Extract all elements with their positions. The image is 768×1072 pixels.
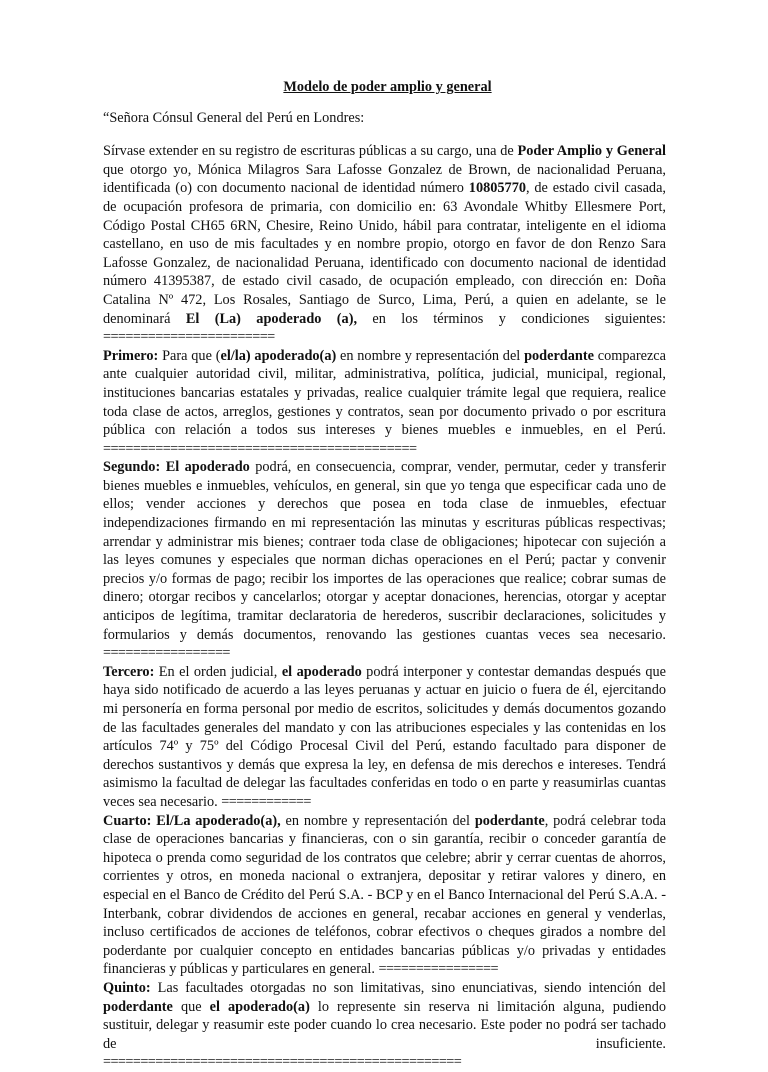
intro-bold-poder: Poder Amplio y General [517,143,666,160]
tercero-heading: Tercero: [103,663,155,680]
intro-bold-dni: 10805770 [468,180,526,197]
intro-text-3: , de estado civil casada, de ocupación profesora de primaria, con domicilio en: 63 Avondale Whitby Ellesmere Port, Código Postal CH65 6RN, Chesire, Reino Unido, hábil para contratar, inteligente en el idioma castellano, en uso de mis facultades y en nombre propio, otorgo en favor de don Renzo Sara Lafosse Gonzalez, de nacionalidad Peruana, identificado con documento nacional de identidad número 41395387, de estado civil casado, de ocupación empleado, con dirección en: Doña Catalina Nº 472, Los Rosales, Santiago de Surco, Lima, Perú, a quien en adelante, se le denominará [103,180,666,327]
cuarto-bold-apoderado: El/La apoderado(a), [156,812,281,829]
quinto-text-1: Las facultades otorgadas no son limitativas, sino enunciativas, siendo intención del [150,979,666,996]
document-title: Modelo de poder amplio y general [283,79,492,95]
primero-bold-apoderado: el/la) apoderado(a) [220,347,337,364]
intro-text-2: que otorgo yo, Mónica Milagros Sara Lafosse Gonzalez de Brown, de nacionalidad Peruana, identificada (o) con documento nacional de identidad número [103,161,666,197]
cuarto-text-3: , podrá celebrar toda clase de operaciones bancarias y financieras, con o sin garantía, recibir o conceder garantía de hipoteca o prenda como seguridad de los contratos que celebre; abrir y cerrar cuentas de ahorros, corrientes y otros, en moneda nacional o extranjera, depositar y retirar valores y dinero, en especial en el Banco de Crédito del Perú S.A. - BCP y en el Banco Internacional del Perú S.A.A. - Interbank, cobrar dividendos de acciones en general, recabar acciones en general y venderlas, incluso certificados de acciones de teléfonos, cobrar efectivos o cheques girados a nombre del poderdante por cualquier concepto en entidades bancarias públicas y/o privadas y entidades financieras y públicas y particulares en general. [103,812,666,978]
clause-cuarto [103,812,666,979]
primero-text-1: Para que ( [158,347,221,364]
quinto-heading: Quinto: [103,979,151,996]
segundo-text-2: podrá, en consecuencia, comprar, vender, permutar, ceder y transferir bienes muebles e inmuebles, vehículos, en general, sin que yo tenga que especificar cada uno de ellos; vender acciones y derechos que posea en toda clase de inmuebles, efectuar independizaciones firmando en mi representación las minutas y escrituras públicas respectivas; arrendar y administrar mis bienes; contraer toda clase de obligaciones; hipotecar con sujeción a las leyes comunes y especiales que norman dichas operaciones en el Perú; pactar y convenir precios y/o formas de pago; recibir los importes de las operaciones que realice; cobrar sumas de dinero; otorgar recibos y cancelarlos; otorgar y aceptar donaciones, herencias, otorgar y aceptar anticipos de legítima, tramitar declaratoria de herederos, suscribir declaraciones, solicitudes y formularios y demás documentos, renovando las gestiones cuantas veces sea necesario. [103,459,666,643]
primero-separator: ========================================== [103,440,417,457]
tercero-separator: ============ [221,793,311,810]
cuarto-text-2: en nombre y representación del [280,812,475,829]
tercero-text-2: podrá interponer y contestar demandas después que haya sido notificado de acuerdo a las leyes peruanas y actuar en juicio o fuera de él, ejercitando mi personería en forma personal por medio de escritos, solicitudes y demás documentos gozando de las facultades generales del mandato y con las atribuciones especiales y las contenidas en los artículos 74º y 75º del Código Procesal Civil del Perú, estando facultado para disponer de derechos sustantivos y demás que expresa la ley, en defensa de mis derechos e intereses. Tendrá asimismo la facultad de delegar las facultades conferidas en todo o en parte y reasumirlas cuantas veces sea necesario. [103,663,666,810]
intro-paragraph [103,142,666,347]
primero-text-2: en nombre y representación del [336,347,525,364]
quinto-separator: ================================================ [103,1054,462,1071]
quinto-text-2: que [172,998,210,1015]
segundo-separator: ================= [103,645,230,662]
cuarto-heading: Cuarto: [103,812,152,829]
primero-text-3: comparezca ante cualquier autoridad civil, militar, administrativa, política, judicial, municipal, regional, instituciones bancarias estatales y privadas, realice cualquier trámite legal que requiera, realice toda clase de actos, arreglos, gestiones y contratos, sean por documento privado o por escritura pública con relación a todos sus intereses y bienes muebles e inmuebles, en el Perú. [103,347,667,439]
primero-heading: Primero: [103,347,159,364]
quinto-text-3: lo represente sin reserva ni limitación alguna, pudiendo sustituir, delegar y reasumir este poder cuando lo crea necesario. Este poder no podrá ser tachado de insuficiente. [103,998,667,1052]
greeting-line: “Señora Cónsul General del Perú en Londres: [103,109,365,126]
cuarto-separator: ================ [378,961,498,978]
primero-bold-poderdante: poderdante [524,347,594,364]
quinto-bold-apoderado: el apoderado(a) [209,998,310,1015]
tercero-bold-apoderado: el apoderado [281,663,362,680]
document-page [103,78,666,1072]
intro-separator: ======================= [103,329,275,346]
clause-tercero [103,663,666,812]
intro-text-1: Sírvase extender en su registro de escrituras públicas a su cargo, una de [103,143,518,160]
segundo-bold-apoderado: El apoderado [165,459,250,476]
tercero-text-1: En el orden judicial, [154,663,282,680]
cuarto-bold-poderdante: poderdante [474,812,545,829]
clause-segundo [103,458,666,663]
intro-text-4: en los términos y condiciones siguientes: [357,310,667,327]
quinto-bold-poderdante: poderdante [103,998,173,1015]
intro-bold-apoderado: El (La) apoderado (a), [185,310,358,327]
clause-quinto [103,979,666,1053]
segundo-heading: Segundo: [103,459,161,476]
clause-primero [103,347,666,459]
